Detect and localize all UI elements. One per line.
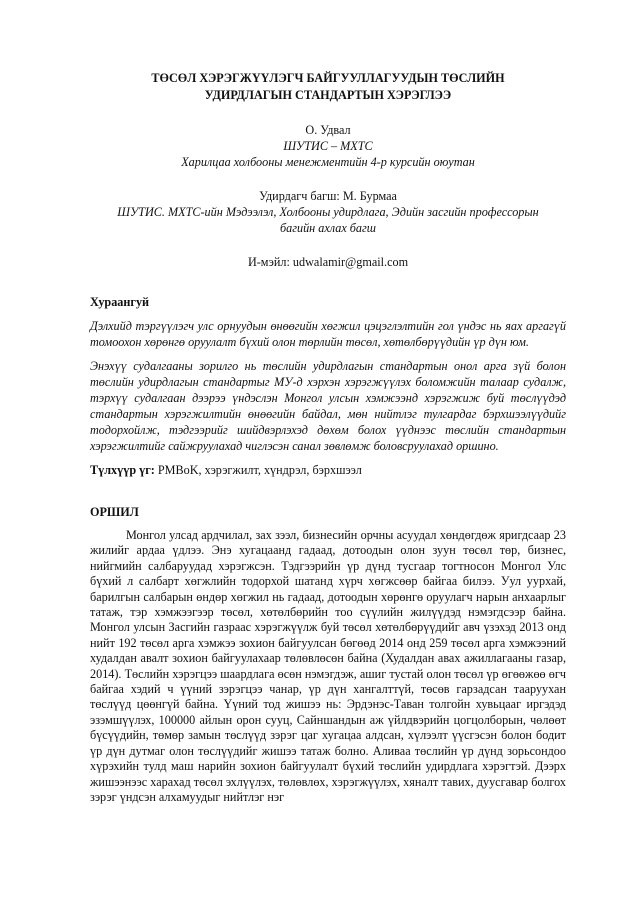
keywords-text: PMBoK, хэрэгжилт, хүндрэл, бэрхшээл: [154, 463, 362, 477]
abstract-heading: Хураангуй: [90, 295, 150, 309]
keywords-label: Түлхүүр үг:: [90, 463, 155, 477]
supervisor-affiliation-line-1: ШУТИС. МХТС-ийн Мэдээлэл, Холбооны удирдлага, Эдийн засгийн профессорын: [117, 205, 539, 219]
intro-paragraph: Монгол улсад ардчилал, зах зээл, бизнесийн орчны асуудал хөндөгдөж яригдсаар 23 жилийг ардаа үдлээ. Энэ хугацаанд гадаад, дотоодын олон зуун төсөл төр, бизнес, нийгмийн салбаруудад хэрэгжсэн. Тэдгээрийн үр дүнд тусгаар тогтносон Монгол Улс бүхий л салбарт хөгжлийн тодорхой шатанд хүрч хөгжсөөр байгаа билээ. Уул уурхай, барилгын салбарын өндөр хөгжил нь гадаад, дотоодын хөрөнгө оруулагч нарын анхаарлыг татаж, тэр хэмжээгээр төсөл, хөтөлбөрийн тоо сүүлийн жилүүдэд нэмэгдсээр байна. Монгол улсын Засгийн газраас хэрэгжүүлж буй төсөл хөтөлбөрүүдийг авч үзэхэд 2013 онд нийт 192 төсөл арга хэмжээ зохион байгуулсан бөгөөд 2014 онд 259 төсөл арга хэмжээний худалдан авалт зохион байгуулахаар төлөвлөсөн байна (Худалдан авах ажиллагааны газар, 2014). Төслийн хэрэгцээ шаардлага өсөн нэмэгдэж, ашиг тустай олон төсөл үр өгөөжөө өгч байгаа хэдий ч үүний зэрэгцээ чанар, үр дүн хангалттүй, төсөв гарзадсан тааруухан төслүүд цөөнгүй байна. Үүний тод жишээ нь: Эрдэнэс-Таван толгойн хувьцааг иргэдэд эзэмшүүлэх, 100000 айлын орон сууц, Сайншандын аж үйлдвэрийн цогцолборын, чөлөөт бүсүүдийн, төмөр замын төслүүд зэрэг цаг хугацаа алдсан, хүлээлт үүсгэсэн болон бодит үр дүн дутмаг олон төслүүдийг жишээ татаж болно. Аливаа төслийн үр дүнд зорьсондоо хүрэхийн тулд маш нарийн зохион байгуулалт бүхий төслийн удирдлага хэрэгтэй. Дээрх жишээнээс харахад төсөл эхлүүлэх, төлөвлөх, хэрэгжүүлэх, хяналт тавих, дуусгавар болгох зэрэг үндсэн алхамуудыг нийтлэг нэг: [90, 528, 566, 804]
author-email: И-мэйл: udwalamir@gmail.com: [247, 255, 409, 269]
supervisor-affiliation-line-2: багийн ахлах багш: [280, 221, 376, 235]
intro-heading: ОРШИЛ: [90, 505, 139, 519]
abstract-paragraph-2: Энэхүү судалгааны зорилго нь төслийн удирдлагын стандартын онол арга зүй болон төслийн удирдлагын стандартыг МУ-д хэрхэн хэрэгжүүлэх боломжийн талаар судалж, тэрхүү судалгаан дээрээ үндэслэн Монгол улсын хэмжээнд хэрэгжиж буй төслүүдэд стандартын хэрэгжилтийн өнөөгийн байдал, мөн нийтлэг тулгардаг бэрхшээлүүдийг тодорхойлж, тэдгээрийг шийдвэрлэхэд дөхөм болох үүднээс төслийн стандартын хэрэгжилтийг сайжруулахад чиглэсэн санал зөвлөмж боловсруулахад оршино.: [90, 359, 566, 453]
paper-title-line-1: ТӨСӨЛ ХЭРЭГЖҮҮЛЭГЧ БАЙГУУЛЛАГУУДЫН ТӨСЛИЙН: [151, 71, 505, 85]
author-program: Харилцаа холбооны менежментийн 4-р курсийн оюутан: [181, 155, 475, 169]
author-affiliation: ШУТИС – МХТС: [283, 139, 373, 153]
paper-title-line-2: УДИРДЛАГЫН СТАНДАРТЫН ХЭРЭГЛЭЭ: [204, 88, 452, 102]
author-name: О. Удвал: [305, 123, 351, 137]
keywords-line: [90, 462, 566, 478]
supervisor-line: Удирдагч багш: М. Бурмаа: [259, 189, 397, 203]
abstract-paragraph-1: Дэлхийд тэргүүлэгч улс орнуудын өнөөгийн хөгжил цэцэглэлтийн гол үндэс нь яах аргагүй томоохон хөрөнгө оруулалт бүхий олон төрлийн төсөл, хөтөлбөрүүдийн үр дүн юм.: [90, 319, 566, 349]
